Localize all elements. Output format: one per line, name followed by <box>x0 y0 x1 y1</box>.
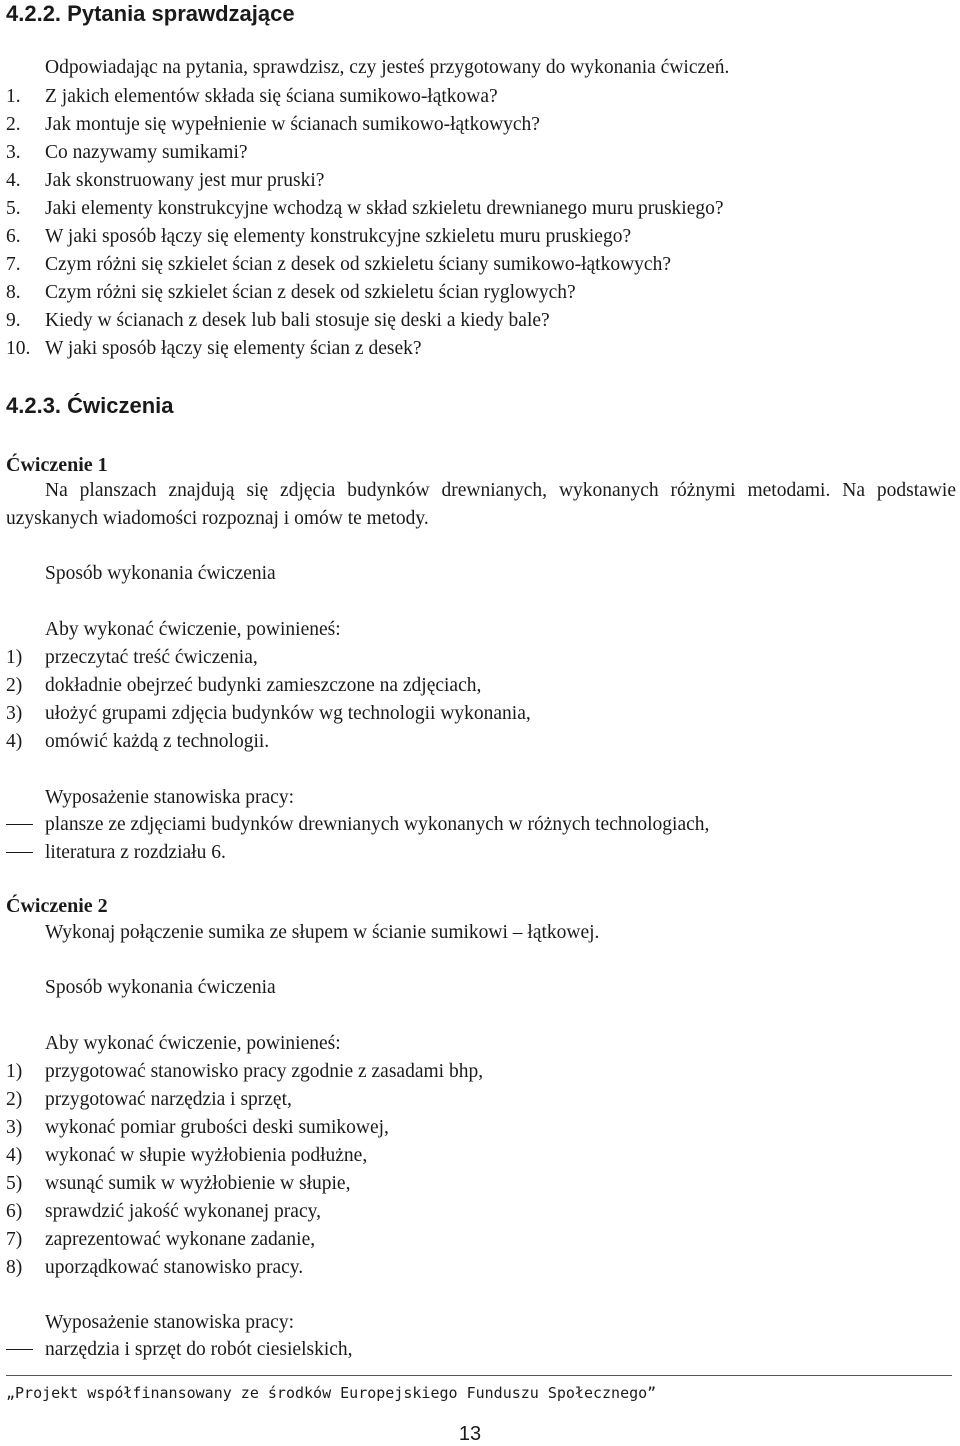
list-item-number: 5) <box>6 1173 23 1194</box>
list-item-text: omówić każdą z technologii. <box>45 731 270 752</box>
dash-bullet-icon <box>6 840 33 866</box>
list-item-text: Jak montuje się wypełnienie w ścianach sumikowo-łątkowych? <box>45 114 540 135</box>
section-title-exercises: 4.2.3. Ćwiczenia <box>6 393 174 418</box>
list-item-number: 4. <box>6 170 21 191</box>
exercise-1-method-label: Sposób wykonania ćwiczenia <box>45 563 276 584</box>
list-item-number: 1) <box>6 647 23 668</box>
list-item-text: Z jakich elementów składa się ściana sumikowo-łątkowa? <box>45 86 498 107</box>
list-item-number: 8) <box>6 1257 23 1278</box>
exercise-2-method-label: Sposób wykonania ćwiczenia <box>45 977 276 998</box>
list-item-number: 9. <box>6 310 21 331</box>
list-item-text: sprawdzić jakość wykonanej pracy, <box>45 1201 321 1222</box>
list-item-number: 1) <box>6 1061 23 1082</box>
list-item-text: wykonać w słupie wyżłobienia podłużne, <box>45 1145 368 1166</box>
exercise-1-equipment-label: Wyposażenie stanowiska pracy: <box>45 787 294 808</box>
list-item-text: uporządkować stanowisko pracy. <box>45 1257 304 1278</box>
list-item-text: dokładnie obejrzeć budynki zamieszczone na zdjęciach, <box>45 675 482 696</box>
exercise-2-description: Wykonaj połączenie sumika ze słupem w ścianie sumikowi – łątkowej. <box>45 922 600 943</box>
list-item-number: 5. <box>6 198 21 219</box>
list-item-text: literatura z rozdziału 6. <box>45 842 226 863</box>
list-item-text: zaprezentować wykonane zadanie, <box>45 1229 316 1250</box>
list-item-text: plansze ze zdjęciami budynków drewnianych wykonanych w różnych technologiach, <box>45 814 710 835</box>
questions-intro: Odpowiadając na pytania, sprawdzisz, czy jesteś przygotowany do wykonania ćwiczeń. <box>45 57 730 78</box>
list-item-text: Jak skonstruowany jest mur pruski? <box>45 170 325 191</box>
list-item-number: 3) <box>6 703 23 724</box>
list-item-number: 1. <box>6 86 21 107</box>
list-item-text: Co nazywamy sumikami? <box>45 142 248 163</box>
exercise-2-steps-intro: Aby wykonać ćwiczenie, powinieneś: <box>45 1033 341 1054</box>
list-item-text: Czym różni się szkielet ścian z desek od szkieletu ścian ryglowych? <box>45 282 576 303</box>
list-item-text: przeczytać treść ćwiczenia, <box>45 647 258 668</box>
exercise-2-heading: Ćwiczenie 2 <box>6 895 108 917</box>
footer-divider <box>6 1375 952 1376</box>
list-item-text: wsunąć sumik w wyżłobienie w słupie, <box>45 1173 351 1194</box>
section-title-questions: 4.2.2. Pytania sprawdzające <box>6 1 295 26</box>
list-item-number: 2. <box>6 114 21 135</box>
list-item-text: narzędzia i sprzęt do robót ciesielskich, <box>45 1339 353 1360</box>
list-item-text: Jaki elementy konstrukcyjne wchodzą w skład szkieletu drewnianego muru pruskiego? <box>45 198 724 219</box>
list-item-text: W jaki sposób łączy się elementy konstrukcyjne szkieletu muru pruskiego? <box>45 226 632 247</box>
list-item-text: ułożyć grupami zdjęcia budynków wg technologii wykonania, <box>45 703 531 724</box>
list-item-number: 10. <box>6 338 31 359</box>
list-item-number: 3) <box>6 1117 23 1138</box>
list-item-number: 6. <box>6 226 21 247</box>
list-item-number: 7) <box>6 1229 23 1250</box>
list-item-text: Kiedy w ścianach z desek lub bali stosuje się deski a kiedy bale? <box>45 310 550 331</box>
list-item-number: 4) <box>6 1145 23 1166</box>
list-item-text: przygotować stanowisko pracy zgodnie z zasadami bhp, <box>45 1061 484 1082</box>
list-item-text: Czym różni się szkielet ścian z desek od szkieletu ściany sumikowo-łątkowych? <box>45 254 671 275</box>
exercise-1-description: Na planszach znajdują się zdjęcia budynków drewnianych, wykonanych różnymi metodami. Na podstawie uzyskanych wiadomości rozpoznaj i omów te metody. <box>6 480 956 529</box>
list-item-number: 2) <box>6 1089 23 1110</box>
list-item-number: 2) <box>6 675 23 696</box>
exercise-2-equipment-label: Wyposażenie stanowiska pracy: <box>45 1312 294 1333</box>
exercise-1-steps-intro: Aby wykonać ćwiczenie, powinieneś: <box>45 619 341 640</box>
footer-project-note: „Projekt współfinansowany ze środków Europejskiego Funduszu Społecznego” <box>6 1384 657 1402</box>
list-item-number: 6) <box>6 1201 23 1222</box>
list-item-number: 4) <box>6 731 23 752</box>
list-item-number: 7. <box>6 254 21 275</box>
dash-bullet-icon <box>6 1337 33 1363</box>
exercise-1-heading: Ćwiczenie 1 <box>6 454 108 476</box>
page-number: 13 <box>458 1423 482 1445</box>
list-item-text: W jaki sposób łączy się elementy ścian z desek? <box>45 338 422 359</box>
list-item-number: 3. <box>6 142 21 163</box>
list-item-number: 8. <box>6 282 21 303</box>
list-item-text: przygotować narzędzia i sprzęt, <box>45 1089 292 1110</box>
dash-bullet-icon <box>6 812 33 838</box>
list-item-text: wykonać pomiar grubości deski sumikowej, <box>45 1117 389 1138</box>
